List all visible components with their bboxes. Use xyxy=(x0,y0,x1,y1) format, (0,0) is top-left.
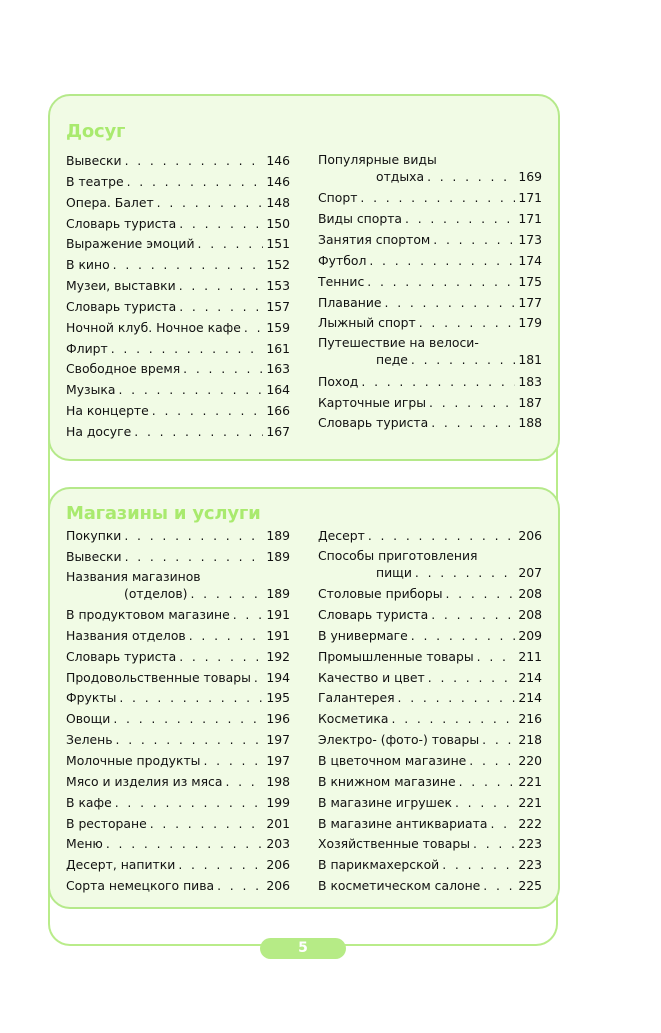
toc-entry-page: 209 xyxy=(518,627,542,643)
toc-entry-page: 214 xyxy=(518,690,542,706)
toc-entry-page: 207 xyxy=(518,564,542,580)
toc-entry-title: Словарь туриста xyxy=(318,607,429,623)
toc-entry-title: Способы приготовления xyxy=(318,547,478,563)
leader-dots xyxy=(483,876,515,897)
toc-entry xyxy=(66,751,290,772)
leader-dots xyxy=(179,297,263,318)
toc-entry-page: 159 xyxy=(266,319,290,335)
leader-dots xyxy=(442,855,515,876)
toc-entry-title: Галантерея xyxy=(318,690,395,706)
toc-entry-title: Словарь туриста xyxy=(66,648,177,664)
toc-entry-page: 216 xyxy=(518,711,542,727)
toc-entry xyxy=(66,234,290,255)
leader-dots xyxy=(118,380,263,401)
section-title: Досуг xyxy=(66,121,126,142)
toc-entry-page: 166 xyxy=(266,403,290,419)
leader-dots xyxy=(482,730,515,751)
leader-dots xyxy=(217,876,263,897)
leader-dots xyxy=(477,647,516,668)
leader-dots xyxy=(179,276,264,297)
leader-dots xyxy=(429,393,515,414)
toc-entry-page: 148 xyxy=(266,194,290,210)
toc-entry-page: 206 xyxy=(266,857,290,873)
leader-dots xyxy=(427,168,515,185)
toc-entry-title: Названия отделов xyxy=(66,627,186,643)
toc-entry xyxy=(318,605,542,626)
toc-entry-title: В театре xyxy=(66,173,124,189)
toc-entry xyxy=(66,772,290,793)
leader-dots xyxy=(254,668,263,689)
toc-entry-title: Лыжный спорт xyxy=(318,315,416,331)
toc-entry-title: Опера. Балет xyxy=(66,194,154,210)
toc-entry xyxy=(318,709,542,730)
toc-entry xyxy=(66,380,290,401)
toc-entry xyxy=(66,855,290,876)
toc-entry-title: В универмаге xyxy=(318,627,408,643)
leader-dots xyxy=(106,834,263,855)
toc-entry xyxy=(66,214,290,235)
leader-dots xyxy=(405,209,515,230)
toc-entry-page: 188 xyxy=(518,415,542,431)
toc-entry xyxy=(66,876,290,897)
leader-dots xyxy=(244,318,263,339)
leader-dots xyxy=(411,626,516,647)
toc-entry-title: Флирт xyxy=(66,340,108,356)
toc-entry-page: 163 xyxy=(266,361,290,377)
section-title: Магазины и услуги xyxy=(66,503,261,524)
toc-entry-page: 181 xyxy=(518,352,542,368)
toc-entry-page: 203 xyxy=(266,836,290,852)
toc-entry-title: Теннис xyxy=(318,273,365,289)
toc-entry-page: 223 xyxy=(518,857,542,873)
leader-dots xyxy=(233,605,264,626)
toc-entry-title: На концерте xyxy=(66,403,149,419)
toc-entry-title: Молочные продукты xyxy=(66,753,201,768)
toc-entry xyxy=(318,313,542,334)
toc-entry xyxy=(318,251,542,272)
toc-entry xyxy=(318,230,542,251)
toc-entry-page: 192 xyxy=(266,648,290,664)
toc-entry xyxy=(66,526,290,547)
leader-dots xyxy=(455,793,515,814)
leader-dots xyxy=(428,668,516,689)
toc-entry-title: Овощи xyxy=(66,711,111,727)
toc-entry xyxy=(66,547,290,568)
toc-entry-title: Мясо и изделия из мяса xyxy=(66,773,223,789)
toc-entry-page: 194 xyxy=(266,669,290,685)
leader-dots xyxy=(367,272,515,293)
toc-column-right xyxy=(318,151,542,434)
toc-entry-page: 191 xyxy=(266,627,290,643)
toc-entry-title: Покупки xyxy=(66,528,122,543)
toc-entry-page: 177 xyxy=(518,294,542,310)
toc-entry-title: Путешествие на велоси- xyxy=(318,335,479,351)
toc-entry-page: 150 xyxy=(266,215,290,231)
toc-entry xyxy=(318,772,542,793)
toc-entry xyxy=(66,730,290,751)
toc-entry xyxy=(318,293,542,314)
toc-entry xyxy=(318,626,542,647)
toc-entry xyxy=(318,751,542,772)
toc-entry-title: На досуге xyxy=(66,423,132,439)
toc-entry xyxy=(66,422,290,443)
leader-dots xyxy=(190,585,263,602)
toc-entry-title-cont: педе xyxy=(376,352,408,368)
leader-dots xyxy=(113,709,263,730)
leader-dots xyxy=(490,814,515,835)
toc-entry-title: В ресторане xyxy=(66,815,147,831)
toc-entry-page: 153 xyxy=(266,278,290,294)
leader-dots xyxy=(189,626,264,647)
toc-entry-title-cont: отдыха xyxy=(376,169,425,184)
toc-entry-page: 189 xyxy=(266,528,290,543)
toc-entry-page: 146 xyxy=(266,153,290,168)
toc-entry-title: Фрукты xyxy=(66,690,117,706)
toc-entry-page: 225 xyxy=(518,878,542,894)
toc-column-left xyxy=(66,526,290,897)
toc-entry-page: 197 xyxy=(266,753,290,768)
toc-entry-page: 196 xyxy=(266,711,290,727)
toc-entry xyxy=(318,413,542,434)
toc-entry-page: 187 xyxy=(518,394,542,410)
toc-entry-page: 146 xyxy=(266,173,290,189)
toc-entry-page: 173 xyxy=(518,232,542,248)
toc-entry-page: 221 xyxy=(518,794,542,810)
leader-dots xyxy=(179,647,263,668)
toc-entry-page: 221 xyxy=(518,773,542,789)
toc-entry-title: Словарь туриста xyxy=(66,215,177,231)
toc-entry xyxy=(318,272,542,293)
leader-dots xyxy=(179,214,263,235)
leader-dots xyxy=(119,688,263,709)
toc-entry-page: 171 xyxy=(518,211,542,227)
toc-entry xyxy=(66,318,290,339)
toc-entry-title: Футбол xyxy=(318,252,367,268)
toc-entry-title: Зелень xyxy=(66,732,113,748)
toc-entry-page: 152 xyxy=(266,257,290,273)
toc-entry-title: Плавание xyxy=(318,294,382,310)
toc-entry-page: 157 xyxy=(266,298,290,314)
toc-entry-page: 167 xyxy=(266,423,290,439)
toc-entry xyxy=(318,793,542,814)
toc-entry xyxy=(318,647,542,668)
toc-entry-page: 174 xyxy=(518,252,542,268)
leader-dots xyxy=(431,413,515,434)
leader-dots xyxy=(411,351,515,368)
toc-entry xyxy=(66,255,290,276)
toc-entry xyxy=(66,172,290,193)
toc-entry-page: 161 xyxy=(266,340,290,356)
toc-entry xyxy=(318,151,542,188)
section-leisure xyxy=(48,94,560,461)
toc-entry-page: 198 xyxy=(266,773,290,789)
toc-entry xyxy=(66,359,290,380)
toc-entry-title: Ночной клуб. Ночное кафе xyxy=(66,319,241,335)
toc-entry-title: В цветочном магазине xyxy=(318,753,467,768)
toc-entry-page: 218 xyxy=(518,732,542,748)
toc-entry-page: 220 xyxy=(518,753,542,768)
toc-entry-title: В продуктовом магазине xyxy=(66,607,230,623)
leader-dots xyxy=(433,230,515,251)
leader-dots xyxy=(361,372,515,393)
toc-entry xyxy=(66,688,290,709)
toc-entry-page: 195 xyxy=(266,690,290,706)
toc-entry xyxy=(318,814,542,835)
toc-entry xyxy=(318,334,542,371)
toc-entry-page: 183 xyxy=(518,373,542,389)
toc-entry xyxy=(318,668,542,689)
toc-entry xyxy=(66,297,290,318)
toc-entry-title: В магазине игрушек xyxy=(318,794,452,810)
toc-entry-title: Промышленные товары xyxy=(318,648,474,664)
toc-column-left xyxy=(66,151,290,443)
toc-entry xyxy=(66,568,290,605)
leader-dots xyxy=(459,772,516,793)
toc-entry-title-cont: пищи xyxy=(376,564,412,580)
toc-entry xyxy=(66,605,290,626)
toc-entry-title: Десерт xyxy=(318,528,365,543)
toc-entry xyxy=(318,688,542,709)
toc-entry-title: В парикмахерской xyxy=(318,857,440,873)
leader-dots xyxy=(115,793,264,814)
toc-entry-title: Музыка xyxy=(66,382,116,398)
toc-entry xyxy=(318,209,542,230)
leader-dots xyxy=(125,151,264,172)
leader-dots xyxy=(398,688,516,709)
leader-dots xyxy=(127,172,264,193)
toc-entry-page: 206 xyxy=(518,528,542,543)
toc-entry xyxy=(66,401,290,422)
toc-entry-page: 208 xyxy=(518,586,542,602)
toc-entry-title: Свободное время xyxy=(66,361,181,377)
toc-entry xyxy=(66,793,290,814)
page-number: 5 xyxy=(260,938,346,959)
toc-entry-page: 201 xyxy=(266,815,290,831)
leader-dots xyxy=(392,709,516,730)
leader-dots xyxy=(134,422,263,443)
toc-entry xyxy=(318,730,542,751)
toc-entry-title: Косметика xyxy=(318,711,389,727)
section-shops-services xyxy=(48,487,560,909)
toc-entry-title: Занятия спортом xyxy=(318,232,431,248)
toc-column-right xyxy=(318,526,542,897)
toc-entry xyxy=(318,876,542,897)
toc-entry xyxy=(318,834,542,855)
toc-entry-title: Поход xyxy=(318,373,359,389)
toc-entry xyxy=(318,584,542,605)
toc-entry xyxy=(66,814,290,835)
toc-entry-page: 197 xyxy=(266,732,290,748)
toc-entry-page: 208 xyxy=(518,607,542,623)
toc-entry-page: 179 xyxy=(518,315,542,331)
toc-entry-title: Спорт xyxy=(318,190,358,206)
toc-entry xyxy=(318,372,542,393)
leader-dots xyxy=(415,564,515,581)
toc-entry-page: 189 xyxy=(266,585,290,601)
toc-entry-title-cont: (отделов) xyxy=(124,585,188,601)
toc-entry xyxy=(66,626,290,647)
toc-entry-title: В книжном магазине xyxy=(318,773,456,789)
toc-entry-page: 211 xyxy=(518,648,542,664)
toc-entry-title: Карточные игры xyxy=(318,394,427,410)
toc-entry-page: 206 xyxy=(266,878,290,894)
toc-entry xyxy=(66,834,290,855)
toc-entry-page: 151 xyxy=(266,236,290,252)
leader-dots xyxy=(473,834,515,855)
toc-entry-title: Словарь туриста xyxy=(66,298,177,314)
toc-entry-page: 199 xyxy=(266,794,290,810)
leader-dots xyxy=(469,751,515,772)
toc-entry-title: Выражение эмоций xyxy=(66,236,195,252)
leader-dots xyxy=(446,584,516,605)
toc-entry-title: Вывески xyxy=(66,548,122,564)
toc-entry-title: В магазине антиквариата xyxy=(318,815,488,831)
toc-entry-title: Десерт, напитки xyxy=(66,857,176,873)
toc-entry xyxy=(66,276,290,297)
leader-dots xyxy=(203,751,263,772)
leader-dots xyxy=(157,193,264,214)
toc-entry-title: Хозяйственные товары xyxy=(318,836,471,852)
leader-dots xyxy=(369,251,515,272)
toc-entry xyxy=(66,647,290,668)
leader-dots xyxy=(152,401,264,422)
leader-dots xyxy=(183,359,263,380)
leader-dots xyxy=(360,188,515,209)
toc-entry-page: 175 xyxy=(518,273,542,289)
toc-entry xyxy=(66,709,290,730)
toc-entry-title: Виды спорта xyxy=(318,211,403,227)
toc-entry-page: 223 xyxy=(518,836,542,852)
leader-dots xyxy=(116,730,264,751)
toc-entry-page: 214 xyxy=(518,669,542,685)
toc-entry-title: Столовые приборы xyxy=(318,586,443,602)
leader-dots xyxy=(198,234,264,255)
leader-dots xyxy=(113,255,264,276)
toc-entry-title: Сорта немецкого пива xyxy=(66,878,215,894)
toc-entry-title: В косметическом салоне xyxy=(318,878,481,894)
toc-entry-title: Качество и цвет xyxy=(318,669,425,685)
toc-entry xyxy=(66,193,290,214)
toc-entry xyxy=(66,151,290,172)
toc-entry-page: 169 xyxy=(518,169,542,184)
toc-entry-title: Продовольственные товары xyxy=(66,669,251,685)
leader-dots xyxy=(111,339,264,360)
toc-entry xyxy=(318,393,542,414)
leader-dots xyxy=(125,547,264,568)
leader-dots xyxy=(368,526,516,547)
toc-entry-title: Популярные виды xyxy=(318,152,437,167)
toc-entry xyxy=(318,855,542,876)
toc-entry-title: Словарь туриста xyxy=(318,415,429,431)
toc-entry-title: Меню xyxy=(66,836,103,852)
toc-entry-title: Вывески xyxy=(66,153,122,168)
toc-entry xyxy=(318,526,542,547)
toc-entry xyxy=(66,339,290,360)
leader-dots xyxy=(150,814,264,835)
toc-entry-page: 191 xyxy=(266,607,290,623)
toc-entry-title: Музеи, выставки xyxy=(66,278,176,294)
toc-entry-page: 189 xyxy=(266,548,290,564)
leader-dots xyxy=(178,855,263,876)
toc-entry-page: 164 xyxy=(266,382,290,398)
leader-dots xyxy=(419,313,516,334)
toc-entry-title: В кафе xyxy=(66,794,112,810)
toc-entry-title: Названия магазинов xyxy=(66,568,201,584)
leader-dots xyxy=(385,293,516,314)
toc-entry-page: 171 xyxy=(518,190,542,206)
toc-entry-page: 222 xyxy=(518,815,542,831)
leader-dots xyxy=(431,605,515,626)
toc-entry-title: Электро- (фото-) товары xyxy=(318,732,480,748)
leader-dots xyxy=(225,772,263,793)
toc-entry-title: В кино xyxy=(66,257,110,273)
toc-entry xyxy=(66,668,290,689)
toc-entry xyxy=(318,547,542,584)
leader-dots xyxy=(124,526,263,547)
toc-entry xyxy=(318,188,542,209)
